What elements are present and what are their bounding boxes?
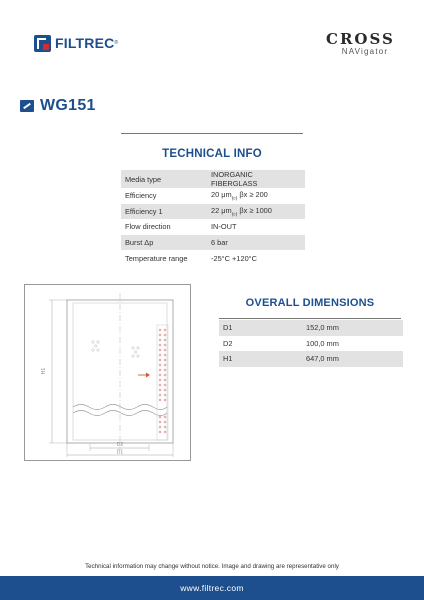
perforated-core [157, 325, 168, 440]
spec-label: Media type [121, 170, 207, 188]
filter-drawing-svg [25, 285, 190, 460]
dimension-value: 152,0 mm [302, 320, 403, 336]
navigator-logo-word: NAVigator [341, 47, 389, 56]
d2-dimension-label: D2 [116, 442, 124, 448]
technical-info-divider [121, 133, 303, 134]
spec-value: 6 bar [207, 235, 305, 251]
table-row [121, 250, 305, 266]
spec-label: Burst Δp [121, 235, 207, 251]
footer-disclaimer: Technical information may change without notice. Image and drawing are representative only [85, 563, 339, 570]
table-row [219, 320, 403, 336]
flow-arrow-icon [138, 373, 150, 378]
table-row [121, 235, 305, 251]
footer-website-link[interactable]: www.filtrec.com [180, 583, 244, 593]
spec-value: 22 $\mu m_{(c)}$ βx ≥ 1000 [207, 204, 305, 220]
product-code: WG151 [40, 97, 96, 114]
table-row [121, 204, 305, 220]
filtrec-logo-icon [34, 35, 51, 52]
dimension-value: 647,0 mm [302, 351, 403, 367]
table-row [121, 219, 305, 235]
spec-value: -25°C +120°C [211, 253, 257, 263]
spec-label: Efficiency 1 [121, 204, 207, 220]
dimension-label: H1 [219, 351, 302, 367]
dimension-label: D1 [219, 320, 302, 336]
cross-navigator-logo [326, 30, 395, 61]
spec-value: 20 $\mu m_{(c)}$ βx ≥ 200 [211, 190, 268, 202]
dimension-label: D2 [223, 338, 233, 348]
table-row [219, 351, 403, 367]
flow-symbols [92, 341, 139, 357]
spec-value: INORGANIC FIBERGLASS [207, 170, 305, 188]
spec-label: Flow direction [125, 222, 171, 232]
dimension-value: 100,0 mm [306, 338, 339, 348]
technical-info-table [121, 170, 305, 266]
filter-technical-drawing [24, 284, 191, 461]
brand-registered-mark: ® [114, 40, 119, 46]
d1-dimension-label: D1 [116, 449, 124, 456]
technical-info-title: TECHNICAL INFO [162, 148, 262, 160]
table-row [219, 336, 403, 352]
table-row [121, 170, 305, 188]
table-row [121, 188, 305, 204]
spec-value: IN-OUT [211, 222, 237, 232]
overall-dimensions-title: OVERALL DIMENSIONS [245, 297, 375, 309]
perforation-holes [159, 329, 166, 433]
spec-label: Efficiency [125, 191, 157, 201]
filtrec-logo [34, 33, 118, 53]
overall-dimensions-divider [219, 318, 401, 319]
spec-label: Temperature range [125, 253, 188, 263]
brand-name: FILTREC [55, 35, 115, 51]
h1-dimension-label: H1 [41, 367, 47, 375]
cross-logo-word: CROSS [326, 30, 395, 48]
overall-dimensions-table [219, 320, 403, 367]
product-heading [20, 97, 96, 115]
product-icon [20, 100, 34, 112]
